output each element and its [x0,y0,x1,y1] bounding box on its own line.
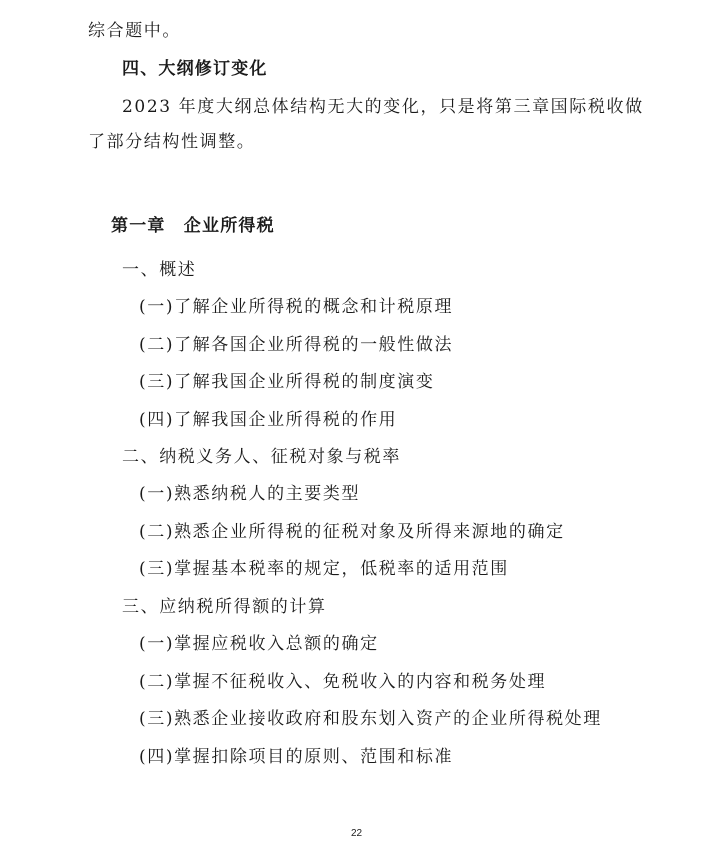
part-2-heading: 二、纳税义务人、征税对象与税率 [122,447,401,467]
part-3-heading: 三、应纳税所得额的计算 [122,597,327,617]
section-four-paragraph-line-2: 了部分结构性调整。 [88,132,256,152]
part-3-item: (四)掌握扣除项目的原则、范围和标准 [139,747,454,767]
part-1-item: (一)了解企业所得税的概念和计税原理 [139,297,454,317]
part-1-heading: 一、概述 [122,260,197,280]
part-1-item: (四)了解我国企业所得税的作用 [139,410,398,430]
part-3-item: (二)掌握不征税收入、免税收入的内容和税务处理 [139,672,547,692]
part-2-item: (三)掌握基本税率的规定，低税率的适用范围 [139,559,509,579]
part-3-item: (三)熟悉企业接收政府和股东划入资产的企业所得税处理 [139,709,602,729]
page-number: 22 [350,828,363,839]
part-2-item: (二)熟悉企业所得税的征税对象及所得来源地的确定 [139,522,565,542]
part-1-item: (二)了解各国企业所得税的一般性做法 [139,335,454,355]
chapter-one-title: 第一章 企业所得税 [111,216,275,236]
intro-trailing-line: 综合题中。 [88,21,181,41]
part-2-item: (一)熟悉纳税人的主要类型 [139,484,361,504]
part-1-item: (三)了解我国企业所得税的制度演变 [139,372,435,392]
section-four-paragraph-line-1: 2023 年度大纲总体结构无大的变化，只是将第三章国际税收做 [122,97,644,117]
section-four-heading: 四、大纲修订变化 [122,59,268,79]
part-3-item: (一)掌握应税收入总额的确定 [139,634,379,654]
